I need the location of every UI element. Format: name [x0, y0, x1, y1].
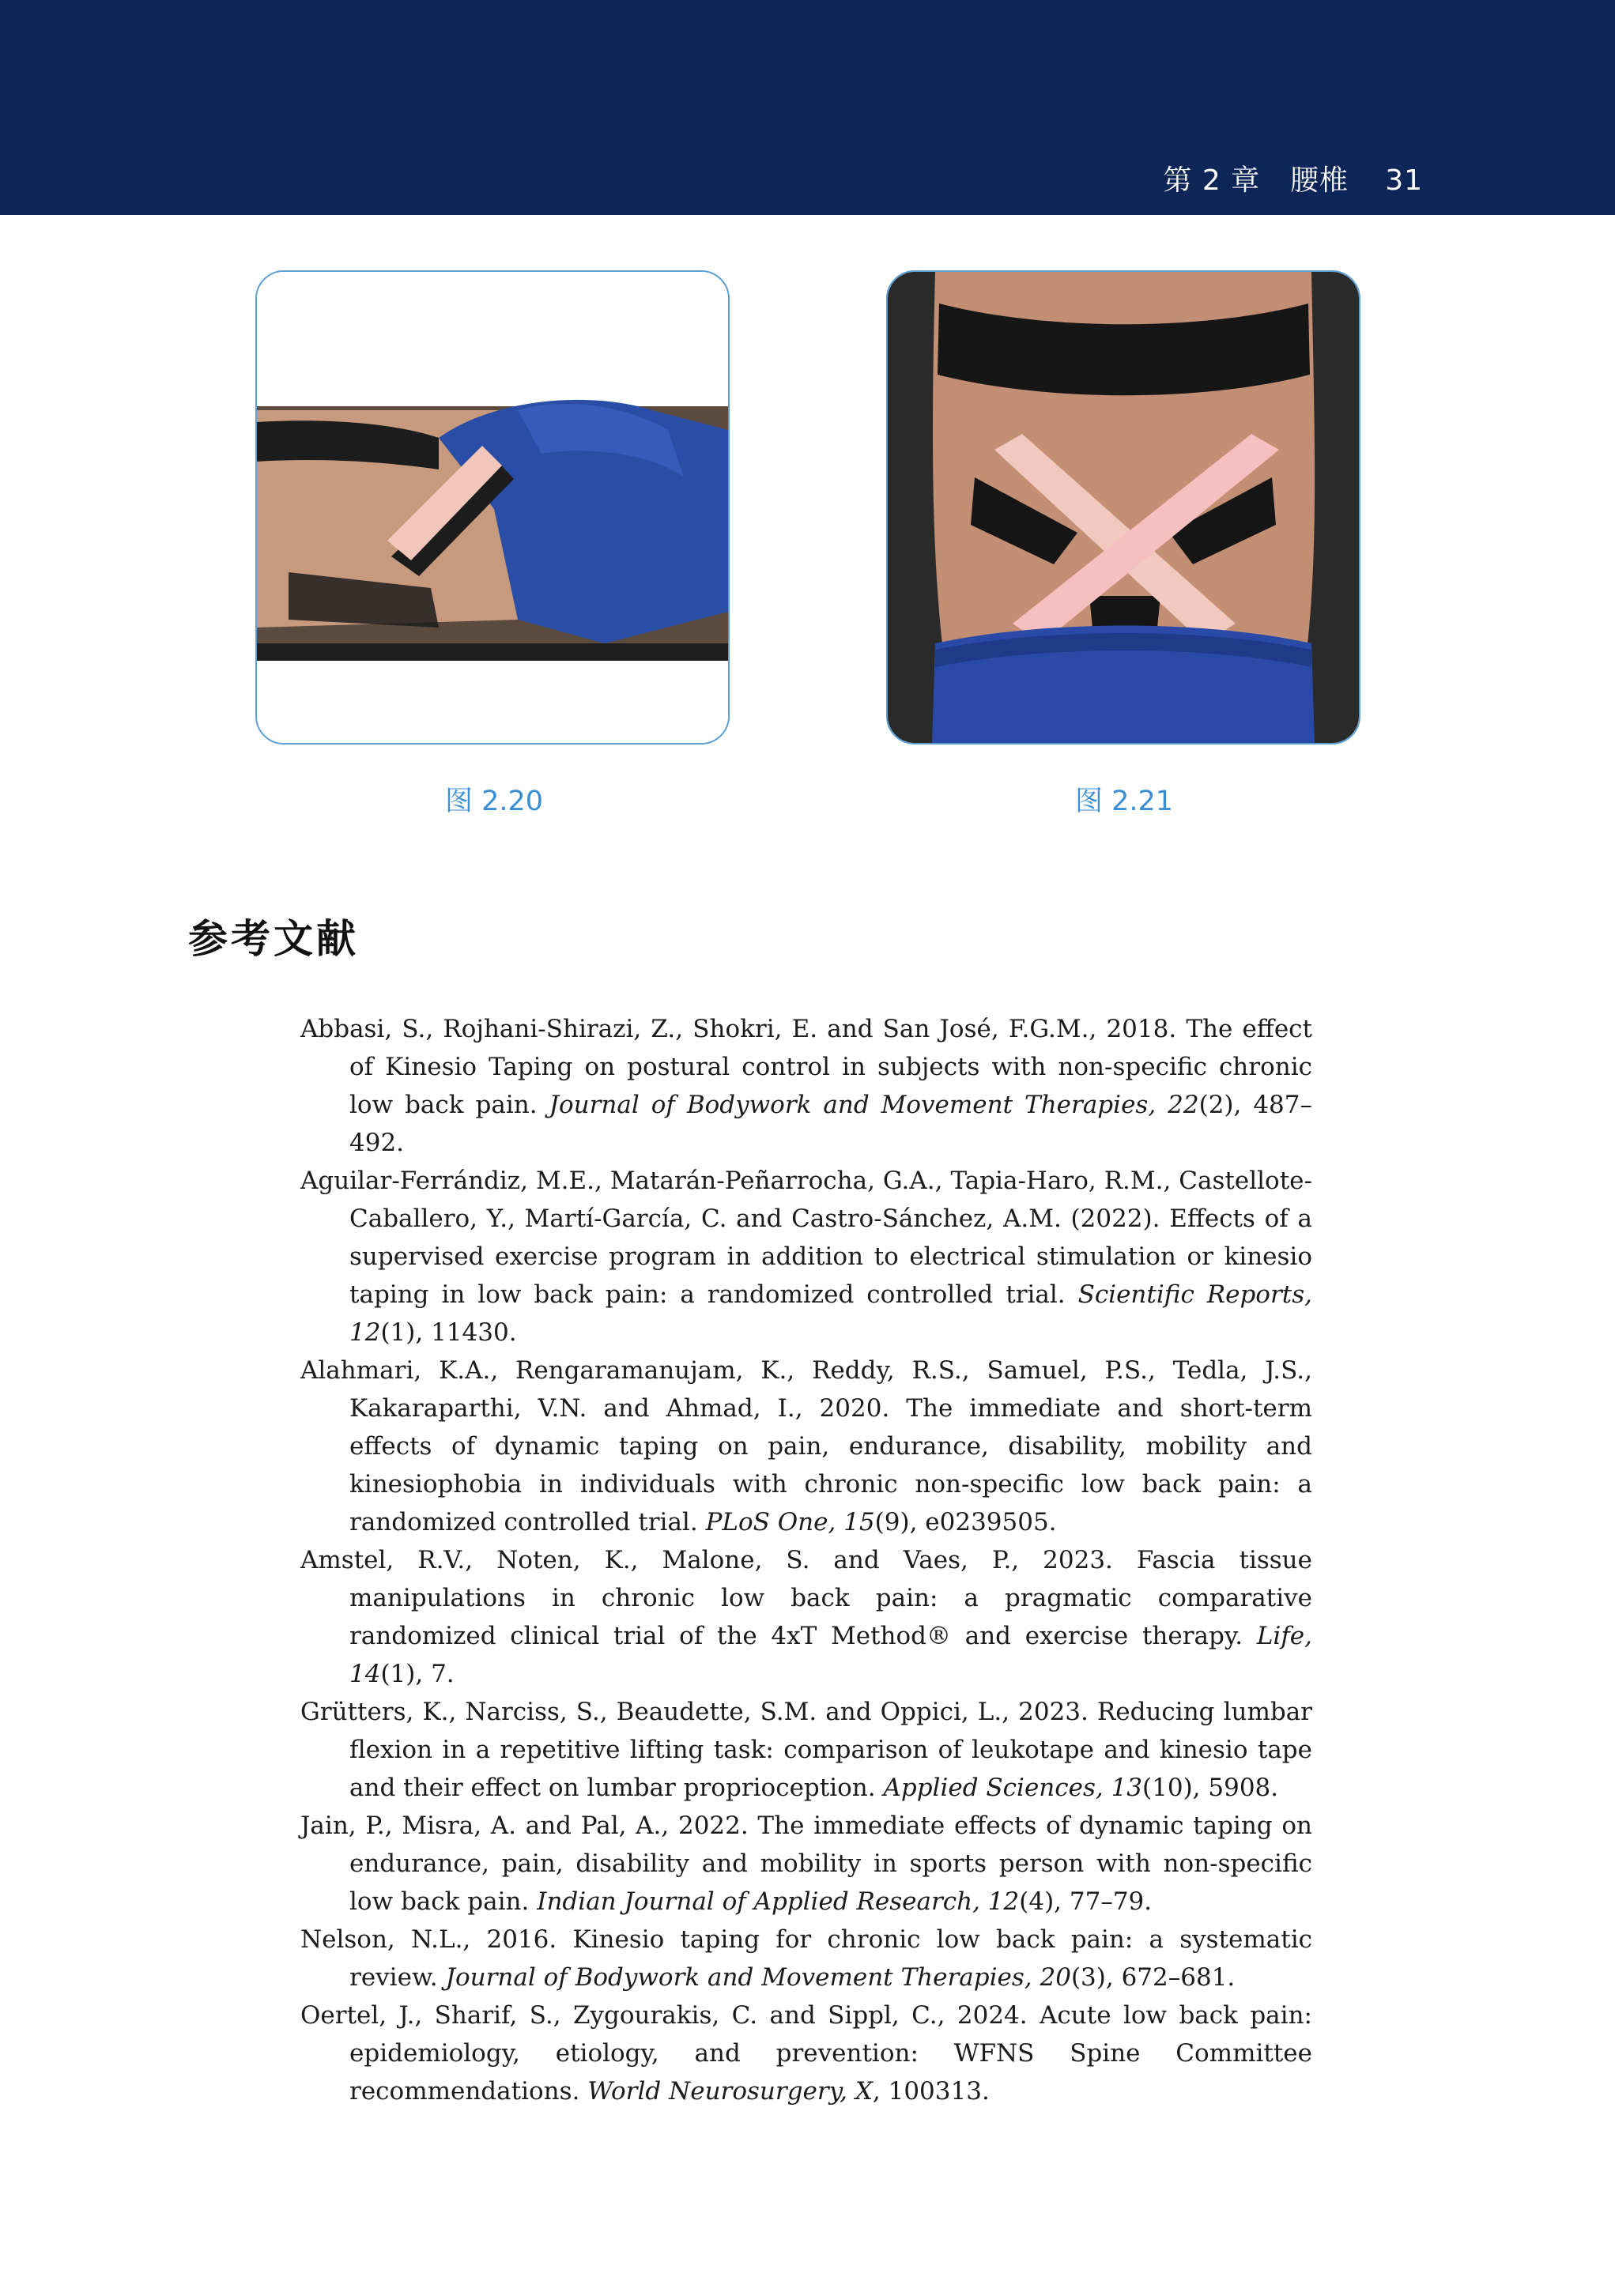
reference-citation: (2), 487–492. [349, 1091, 1312, 1157]
references-heading: 参考文献 [188, 915, 359, 962]
reference-text: Nelson, N.L., 2016. Kinesio taping for chronic low back pain: a systematic review. [300, 1925, 1312, 1992]
back-x-taping-photo [888, 272, 1359, 743]
reference-journal: Scientific Reports, 12 [349, 1280, 1312, 1347]
reference-citation: , 100313. [872, 2077, 990, 2106]
reference-item [300, 1541, 1312, 1693]
reference-journal: Applied Sciences, 13 [883, 1774, 1143, 1802]
figure-2-21-caption: 图 2.21 [1075, 786, 1174, 817]
reference-citation: (1), 7. [380, 1660, 455, 1688]
reference-citation: (3), 672–681. [1070, 1963, 1236, 1992]
reference-item [300, 1996, 1312, 2110]
reference-citation: (10), 5908. [1142, 1774, 1279, 1802]
figure-2-20-caption: 图 2.20 [445, 786, 544, 817]
reference-journal: World Neurosurgery, X [587, 2077, 873, 2106]
reference-journal: PLoS One, 15 [705, 1508, 875, 1536]
side-lying-taping-photo [257, 272, 728, 743]
figure-2-21-photo [886, 270, 1360, 745]
reference-item [300, 1921, 1312, 1996]
chapter-label: 第 2 章 [1163, 164, 1261, 197]
header-band [0, 0, 1615, 215]
reference-item [300, 1010, 1312, 1162]
page-number: 31 [1385, 164, 1423, 197]
reference-list [300, 1010, 1312, 2110]
reference-text: Aguilar-Ferrándiz, M.E., Matarán-Peñarrocha, G.A., Tapia-Haro, R.M., Castellote-Caballero, Y., Martí-García, C. and Castro-Sánchez, A.M. (2022). Effects of a supervised exercise program in addition to electrical stimulation or kinesio taping in low back pain: a randomized controlled trial. [300, 1167, 1312, 1309]
reference-item [300, 1807, 1312, 1921]
reference-item [300, 1693, 1312, 1807]
reference-text: Amstel, R.V., Noten, K., Malone, S. and Vaes, P., 2023. Fascia tissue manipulations in chronic low back pain: a pragmatic comparative randomized clinical trial of the 4xT Method® and exercise therapy. [300, 1546, 1312, 1650]
reference-journal: Indian Journal of Applied Research, 12 [537, 1887, 1020, 1916]
reference-text: Jain, P., Misra, A. and Pal, A., 2022. The immediate effects of dynamic taping on endurance, pain, disability and mobility in sports person with non-specific low back pain. [300, 1812, 1312, 1916]
reference-item [300, 1162, 1312, 1352]
reference-text: Abbasi, S., Rojhani-Shirazi, Z., Shokri, E. and San José, F.G.M., 2018. The effect of Kinesio Taping on postural control in subjects with non-specific chronic low back pain. [300, 1015, 1312, 1119]
reference-citation: (4), 77–79. [1019, 1887, 1153, 1916]
running-head [1163, 158, 1423, 198]
reference-text: Alahmari, K.A., Rengaramanujam, K., Reddy, R.S., Samuel, P.S., Tedla, J.S., Kakaraparthi, V.N. and Ahmad, I., 2020. The immediate and short-term effects of dynamic taping on pain, endurance, disability, mobility and kinesiophobia in individuals with chronic non-specific low back pain: a randomized controlled trial. [300, 1356, 1312, 1536]
reference-item [300, 1352, 1312, 1541]
reference-journal: Journal of Bodywork and Movement Therapies, 20 [445, 1963, 1071, 1992]
reference-journal: Journal of Bodywork and Movement Therapies, 22 [549, 1091, 1199, 1119]
reference-citation: (1), 11430. [380, 1318, 517, 1347]
figure-2-20-photo [255, 270, 730, 745]
reference-text: Grütters, K., Narciss, S., Beaudette, S.M. and Oppici, L., 2023. Reducing lumbar flexion in a repetitive lifting task: comparison of leukotape and kinesio tape and their effect on lumbar proprioception. [300, 1698, 1312, 1802]
reference-text: Oertel, J., Sharif, S., Zygourakis, C. and Sippl, C., 2024. Acute low back pain: epidemiology, etiology, and prevention: WFNS Spine Committee recommendations. [300, 2001, 1312, 2106]
reference-citation: (9), e0239505. [874, 1508, 1057, 1536]
section-label: 腰椎 [1290, 164, 1349, 197]
reference-journal: Life, 14 [349, 1622, 1312, 1688]
